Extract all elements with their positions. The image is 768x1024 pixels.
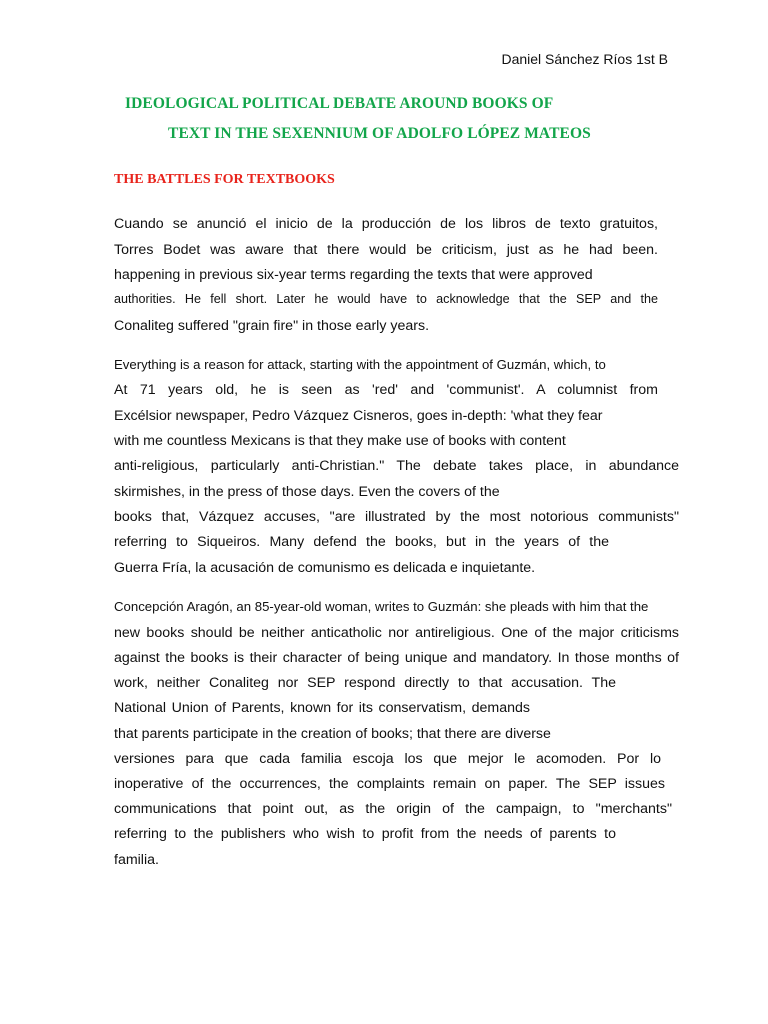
paragraph-line: work, neither Conaliteg nor SEP respond directly to that accusation. The [114,675,616,691]
paragraph-line: happening in previous six-year terms regarding the texts that were approved [114,267,593,283]
paragraph-line: Everything is a reason for attack, starting with the appointment of Guzmán, which, to [114,357,606,372]
paragraph-line: against the books is their character of being unique and mandatory. In those months of [114,650,679,666]
paragraph-line: Cuando se anunció el inicio de la producción de los libros de texto gratuitos, [114,216,658,232]
paragraph-line: referring to Siqueiros. Many defend the books, but in the years of the [114,534,609,550]
paragraph-line: Excélsior newspaper, Pedro Vázquez Cisneros, goes in-depth: 'what they fear [114,408,603,424]
author-line: Daniel Sánchez Ríos 1st B [501,51,668,67]
paragraph-line: that parents participate in the creation of books; that there are diverse [114,726,551,742]
paragraph-line: Conaliteg suffered "grain fire" in those early years. [114,318,430,334]
paragraph-line: Concepción Aragón, an 85-year-old woman, writes to Guzmán: she pleads with him that the [114,599,649,614]
section-heading: THE BATTLES FOR TEXTBOOKS [114,172,335,187]
paragraph-line: authorities. He fell short. Later he would have to acknowledge that the SEP and the [114,292,658,306]
paragraph-line: with me countless Mexicans is that they make use of books with content [114,433,566,449]
paragraph-line: communications that point out, as the origin of the campaign, to "merchants" [114,801,672,817]
paragraph-line: At 71 years old, he is seen as 'red' and 'communist'. A columnist from [114,382,658,398]
paragraph-line: skirmishes, in the press of those days. Even the covers of the [114,484,500,500]
paragraph-line: versiones para que cada familia escoja los que mejor le acomoden. Por lo [114,751,661,767]
paragraph-line: familia. [114,852,159,868]
paragraph-line: Guerra Fría, la acusación de comunismo es delicada e inquietante. [114,560,536,576]
paragraph-line: inoperative of the occurrences, the complaints remain on paper. The SEP issues [114,776,665,792]
paragraph-line: Torres Bodet was aware that there would be criticism, just as he had been. [114,242,658,258]
paragraph-line: referring to the publishers who wish to profit from the needs of parents to [114,826,616,842]
paragraph-line: new books should be neither anticatholic nor antireligious. One of the major criticisms [114,625,679,641]
document-title-line-1: IDEOLOGICAL POLITICAL DEBATE AROUND BOOKS OF [125,95,554,112]
paragraph-line: National Union of Parents, known for its conservatism, demands [114,700,530,716]
paragraph-line: anti-religious, particularly anti-Christian." The debate takes place, in abundance [114,458,679,474]
document-title-line-2: TEXT IN THE SEXENNIUM OF ADOLFO LÓPEZ MATEOS [168,125,591,142]
paragraph-line: books that, Vázquez accuses, "are illustrated by the most notorious communists" [114,509,679,525]
